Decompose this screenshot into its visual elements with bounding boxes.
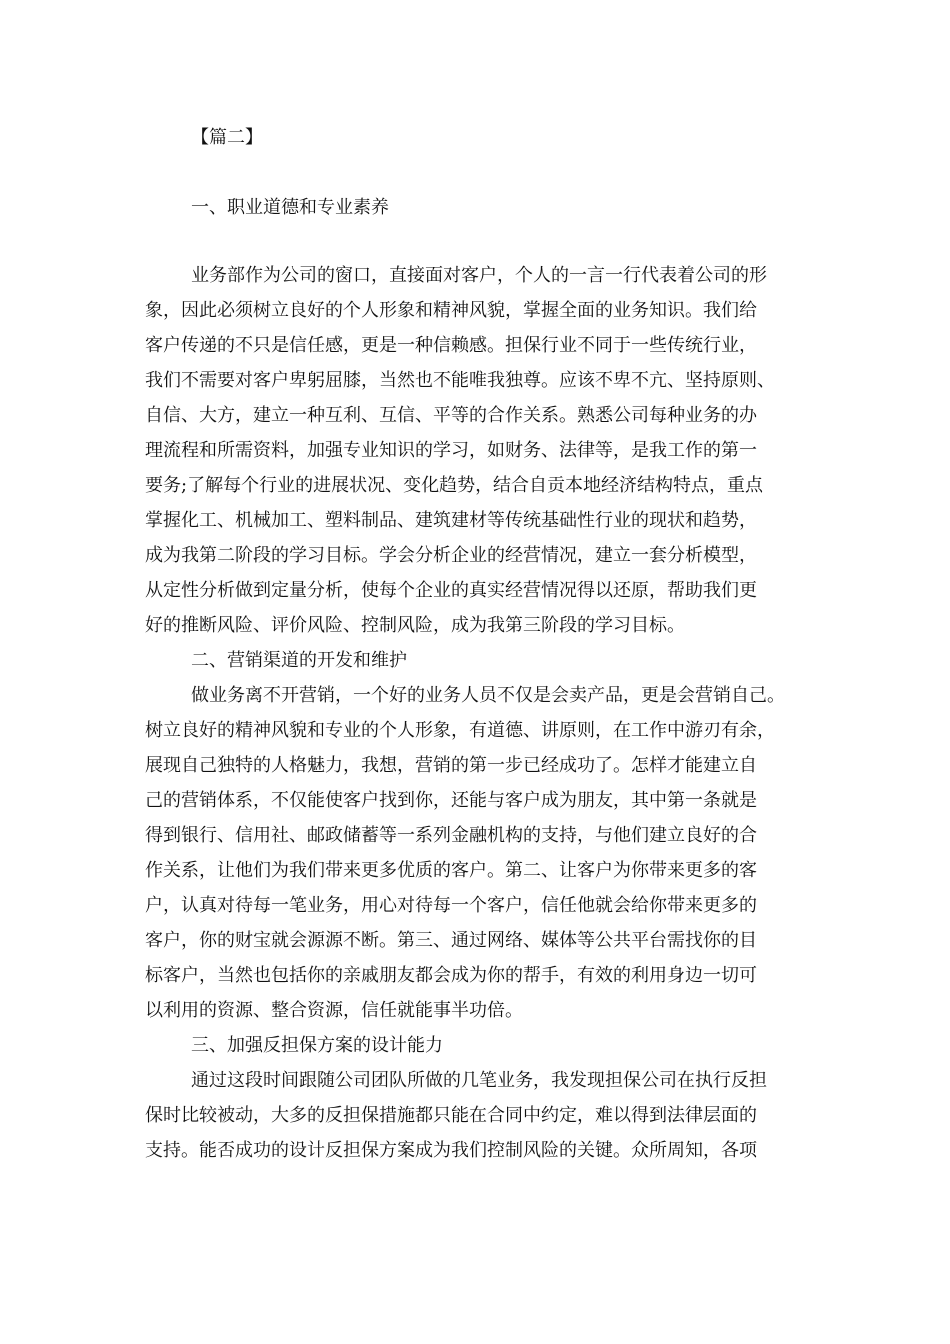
paragraph-2-line: 以利用的资源、整合资源，信任就能事半功倍。	[145, 1000, 523, 1021]
paragraph-1-line: 理流程和所需资料，加强专业知识的学习，如财务、法律等，是我工作的第一	[145, 440, 757, 461]
paragraph-1-line: 从定性分析做到定量分析，使每个企业的真实经营情况得以还原，帮助我们更	[145, 580, 757, 601]
paragraph-2-line: 展现自己独特的人格魅力，我想，营销的第一步已经成功了。怎样才能建立自	[145, 755, 757, 776]
paragraph-1-line: 我们不需要对客户卑躬屈膝，当然也不能唯我独尊。应该不卑不亢、坚持原则、	[145, 370, 775, 391]
paragraph-2-line: 客户，你的财宝就会源源不断。第三、通过网络、媒体等公共平台需找你的目	[145, 930, 757, 951]
paragraph-2-line: 做业务离不开营销，一个好的业务人员不仅是会卖产品，更是会营销自己。	[191, 685, 785, 706]
heading-marketing-channels: 二、营销渠道的开发和维护	[191, 650, 407, 671]
paragraph-1-line: 象，因此必须树立良好的个人形象和精神风貌，掌握全面的业务知识。我们给	[145, 300, 757, 321]
paragraph-2-line: 户，认真对待每一笔业务，用心对待每一个客户，信任他就会给你带来更多的	[145, 895, 757, 916]
paragraph-1-line: 成为我第二阶段的学习目标。学会分析企业的经营情况，建立一套分析模型，	[145, 545, 757, 566]
paragraph-3-line: 通过这段时间跟随公司团队所做的几笔业务，我发现担保公司在执行反担	[191, 1070, 767, 1091]
paragraph-2-line: 得到银行、信用社、邮政储蓄等一系列金融机构的支持，与他们建立良好的合	[145, 825, 757, 846]
paragraph-1-line: 要务;了解每个行业的进展状况、变化趋势，结合自贡本地经济结构特点，重点	[145, 475, 764, 496]
paragraph-1-line: 掌握化工、机械加工、塑料制品、建筑建材等传统基础性行业的现状和趋势，	[145, 510, 757, 531]
paragraph-2-line: 己的营销体系，不仅能使客户找到你，还能与客户成为朋友，其中第一条就是	[145, 790, 757, 811]
paragraph-2-line: 树立良好的精神风貌和专业的个人形象，有道德、讲原则，在工作中游刃有余，	[145, 720, 775, 741]
section-title: 【篇二】	[191, 127, 263, 148]
paragraph-1-line: 业务部作为公司的窗口，直接面对客户，个人的一言一行代表着公司的形	[191, 265, 767, 286]
heading-professional-ethics: 一、职业道德和专业素养	[191, 197, 389, 218]
paragraph-3-line: 保时比较被动，大多的反担保措施都只能在合同中约定，难以得到法律层面的	[145, 1105, 757, 1126]
paragraph-1-line: 好的推断风险、评价风险、控制风险，成为我第三阶段的学习目标。	[145, 615, 685, 636]
paragraph-1-line: 自信、大方，建立一种互利、互信、平等的合作关系。熟悉公司每种业务的办	[145, 405, 757, 426]
paragraph-2-line: 标客户，当然也包括你的亲戚朋友都会成为你的帮手，有效的利用身边一切可	[145, 965, 757, 986]
paragraph-1-line: 客户传递的不只是信任感，更是一种信赖感。担保行业不同于一些传统行业，	[145, 335, 757, 356]
heading-counter-guarantee: 三、加强反担保方案的设计能力	[191, 1035, 443, 1056]
paragraph-3-line: 支持。能否成功的设计反担保方案成为我们控制风险的关键。众所周知，各项	[145, 1140, 757, 1161]
paragraph-2-line: 作关系，让他们为我们带来更多优质的客户。第二、让客户为你带来更多的客	[145, 860, 757, 881]
